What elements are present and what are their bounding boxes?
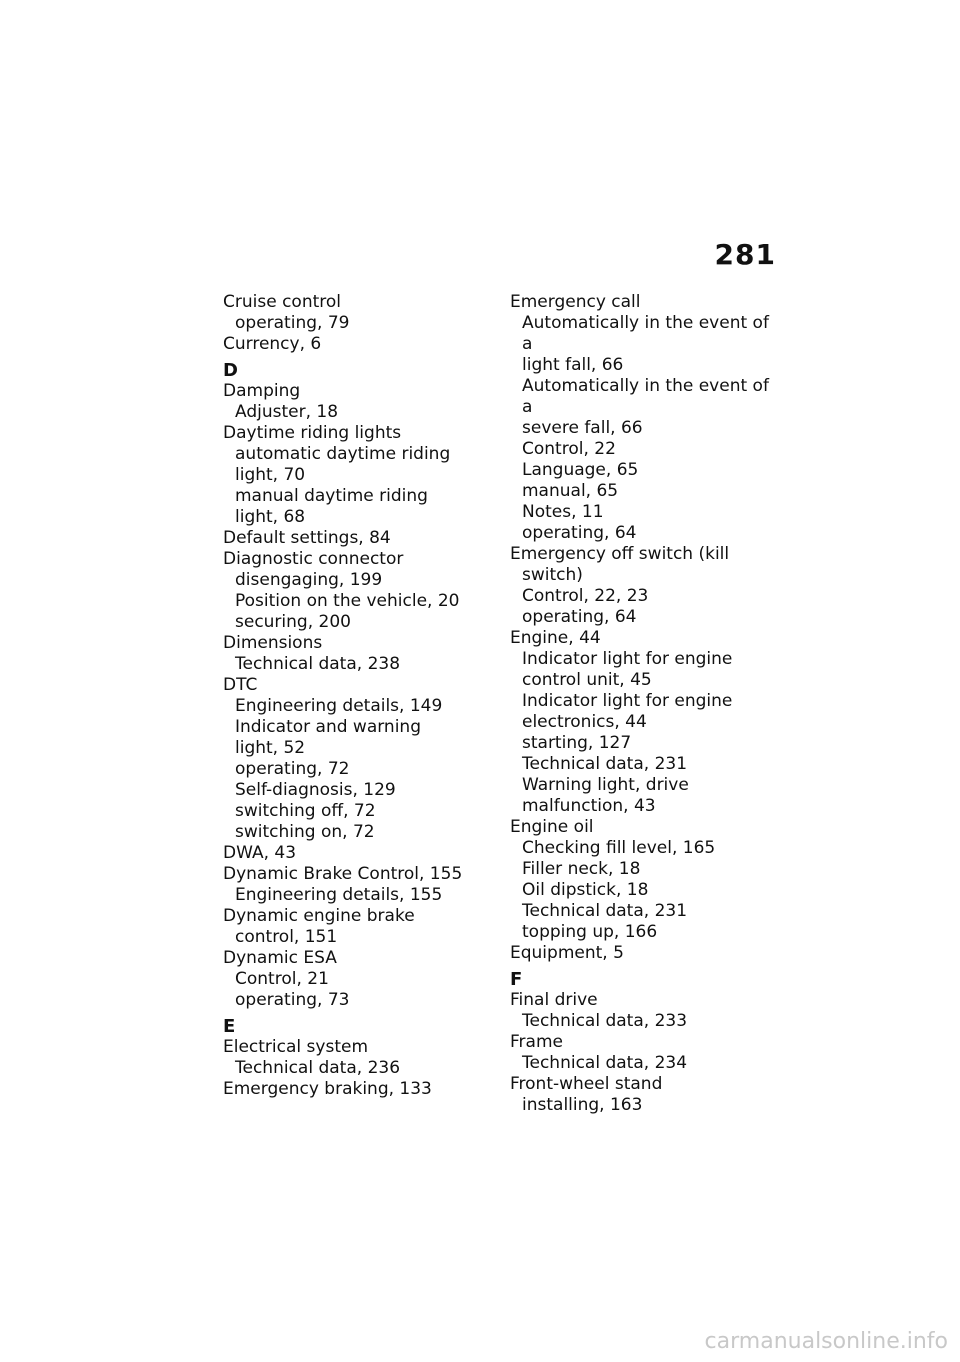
index-entry: Front-wheel stand [510, 1074, 663, 1094]
index-subentry: Oil dipstick, 18 [522, 880, 649, 900]
index-subentry: topping up, 166 [522, 922, 658, 942]
index-subentry: Indicator and warning [235, 717, 421, 737]
section-letter-d: D [223, 360, 238, 381]
index-subentry: Control, 22, 23 [522, 586, 649, 606]
index-entry: Final drive [510, 990, 598, 1010]
index-subentry: electronics, 44 [522, 712, 647, 732]
index-subentry: Position on the vehicle, 20 [235, 591, 460, 611]
index-subentry: Technical data, 231 [522, 901, 688, 921]
index-entry: Dimensions [223, 633, 323, 653]
index-entry: Daytime riding lights [223, 423, 402, 443]
index-entry: Damping [223, 381, 301, 401]
index-subentry: Checking fill level, 165 [522, 838, 716, 858]
index-entry: Frame [510, 1032, 563, 1052]
index-subentry: Indicator light for engine [522, 649, 733, 669]
index-subentry: control, 151 [235, 927, 338, 947]
section-letter-f: F [510, 969, 523, 990]
watermark: carmanualsonline.info [704, 1329, 948, 1354]
index-subentry: switch) [522, 565, 583, 585]
index-subentry: Engineering details, 149 [235, 696, 443, 716]
index-subentry: disengaging, 199 [235, 570, 383, 590]
index-column-right [510, 292, 772, 1116]
index-subentry: starting, 127 [522, 733, 632, 753]
index-subentry: manual daytime riding [235, 486, 428, 506]
index-subentry: Indicator light for engine [522, 691, 733, 711]
index-subentry: Technical data, 233 [522, 1011, 688, 1031]
index-subentry: Notes, 11 [522, 502, 604, 522]
index-subentry: light, 70 [235, 465, 306, 485]
index-subentry: operating, 72 [235, 759, 350, 779]
index-subentry: light fall, 66 [522, 355, 624, 375]
index-subentry: severe fall, 66 [522, 418, 643, 438]
index-entry: Engine, 44 [510, 628, 601, 648]
index-subentry: Control, 21 [235, 969, 329, 989]
index-entry: Dynamic ESA [223, 948, 337, 968]
index-subentry: operating, 64 [522, 607, 637, 627]
index-subentry: control unit, 45 [522, 670, 652, 690]
index-subentry: Automatically in the event of a [522, 376, 769, 417]
index-entry: Engine oil [510, 817, 594, 837]
index-subentry: light, 52 [235, 738, 306, 758]
index-subentry: malfunction, 43 [522, 796, 656, 816]
index-subentry: Language, 65 [522, 460, 639, 480]
index-subentry: Technical data, 234 [522, 1053, 688, 1073]
index-subentry: installing, 163 [522, 1095, 643, 1115]
index-subentry: operating, 64 [522, 523, 637, 543]
index-entry: Dynamic Brake Control, 155 [223, 864, 463, 884]
index-entry: Diagnostic connector [223, 549, 404, 569]
index-subentry: Technical data, 238 [235, 654, 401, 674]
index-subentry: light, 68 [235, 507, 306, 527]
index-subentry: Technical data, 231 [522, 754, 688, 774]
index-subentry: switching on, 72 [235, 822, 375, 842]
index-entry: Currency, 6 [223, 334, 322, 354]
index-subentry: Filler neck, 18 [522, 859, 641, 879]
index-column-left [223, 292, 485, 1100]
index-subentry: switching off, 72 [235, 801, 376, 821]
index-subentry: manual, 65 [522, 481, 619, 501]
index-entry: Dynamic engine brake [223, 906, 415, 926]
index-subentry: operating, 79 [235, 313, 350, 333]
index-subentry: Warning light, drive [522, 775, 689, 795]
index-entry: DWA, 43 [223, 843, 297, 863]
index-entry: Cruise control [223, 292, 342, 312]
index-subentry: securing, 200 [235, 612, 351, 632]
index-subentry: Self-diagnosis, 129 [235, 780, 396, 800]
index-subentry: Technical data, 236 [235, 1058, 401, 1078]
index-entry: Default settings, 84 [223, 528, 391, 548]
index-subentry: automatic daytime riding [235, 444, 451, 464]
page-number: 281 [714, 238, 776, 271]
index-entry: Electrical system [223, 1037, 368, 1057]
index-entry: DTC [223, 675, 258, 695]
index-subentry: Automatically in the event of a [522, 313, 769, 354]
index-entry: Equipment, 5 [510, 943, 624, 963]
section-letter-e: E [223, 1016, 236, 1037]
index-entry: Emergency call [510, 292, 641, 312]
index-subentry: Engineering details, 155 [235, 885, 443, 905]
index-subentry: operating, 73 [235, 990, 350, 1010]
index-entry: Emergency braking, 133 [223, 1079, 432, 1099]
index-subentry: Adjuster, 18 [235, 402, 339, 422]
index-subentry: Control, 22 [522, 439, 616, 459]
index-entry: Emergency off switch (kill [510, 544, 730, 564]
